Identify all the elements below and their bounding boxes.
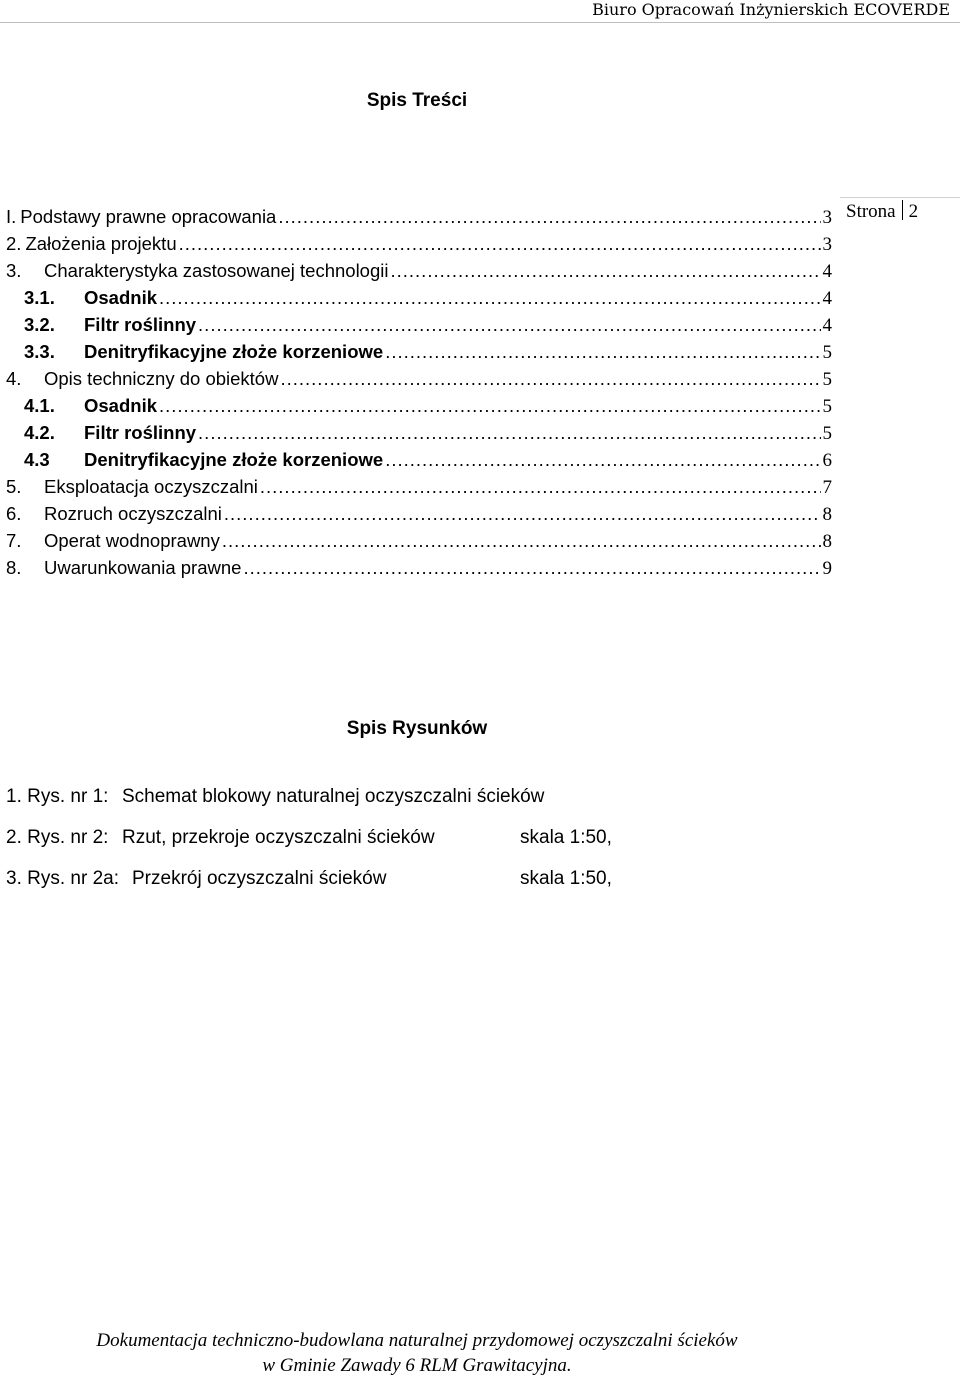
toc-entry[interactable] [6, 557, 832, 584]
toc-entry-title: Osadnik [84, 287, 157, 308]
toc-entry-page: 9 [822, 558, 832, 579]
toc-entry-title: Opis techniczny do obiektów [44, 368, 279, 389]
toc-entry-page: 8 [822, 531, 832, 552]
toc-entry[interactable] [6, 368, 832, 395]
header-title: Biuro Opracowań Inżynierskich ECOVERDE [592, 0, 950, 19]
toc-entry-title: Denitryfikacyjne złoże korzeniowe [84, 449, 384, 470]
footer-line-1: Dokumentacja techniczno-budowlana naturalnej przydomowej oczyszczalni ścieków [96, 1330, 738, 1351]
toc-entry-number: 3.1. [24, 287, 55, 308]
toc-heading: Spis Treści [366, 90, 468, 111]
toc-entry-page: 3 [822, 234, 832, 255]
page-number-rule [840, 197, 960, 198]
dot-leader [159, 287, 821, 309]
figure-label: 1. Rys. nr 1: [6, 786, 109, 807]
dot-leader [222, 530, 821, 552]
toc-entry-number: 7. [6, 530, 22, 551]
toc-entry-number: 3.2. [24, 314, 55, 335]
toc-entry[interactable] [6, 422, 832, 449]
toc-entry-title: Osadnik [84, 395, 157, 416]
toc-entry-title: Eksploatacja oczyszczalni [44, 476, 258, 497]
page-number-word: Strona [846, 201, 896, 222]
toc-entry-page: 4 [822, 261, 832, 282]
toc-entry[interactable] [6, 341, 832, 368]
toc-entry[interactable] [6, 206, 832, 233]
table-of-contents [6, 206, 832, 584]
toc-entry-page: 8 [822, 504, 832, 525]
page-number-value: 2 [908, 201, 919, 222]
toc-entry-page: 4 [822, 288, 832, 309]
toc-entry[interactable] [6, 449, 832, 476]
toc-entry-title: Rozruch oczyszczalni [44, 503, 222, 524]
toc-entry-number: 4.1. [24, 395, 55, 416]
toc-entry[interactable] [6, 260, 832, 287]
toc-entry-number: 4.2. [24, 422, 55, 443]
dot-leader [224, 503, 821, 525]
page-number [846, 200, 918, 223]
figures-heading: Spis Rysunków [346, 718, 488, 739]
figure-scale: skala 1:50, [520, 868, 612, 889]
toc-entry-page: 5 [822, 423, 832, 444]
page-number-separator [902, 200, 903, 220]
toc-entry-page: 5 [822, 396, 832, 417]
toc-entry-page: 3 [822, 207, 832, 228]
toc-entry-number: 4. [6, 368, 22, 389]
toc-entry[interactable] [6, 530, 832, 557]
toc-entry-number: 6. [6, 503, 22, 524]
dot-leader [280, 368, 820, 390]
toc-entry-number: I. [6, 206, 17, 227]
toc-entry-page: 4 [822, 315, 832, 336]
toc-entry[interactable] [6, 287, 832, 314]
toc-entry-title: Charakterystyka zastosowanej technologii [44, 260, 389, 281]
dot-leader [390, 260, 820, 282]
toc-entry-title: Denitryfikacyjne złoże korzeniowe [84, 341, 384, 362]
figure-title: Rzut, przekroje oczyszczalni ścieków [122, 827, 435, 848]
toc-entry-number: 8. [6, 557, 22, 578]
dot-leader [198, 422, 820, 444]
dot-leader [385, 449, 820, 471]
dot-leader [243, 557, 820, 579]
page-header [0, 0, 960, 23]
toc-entry-page: 5 [822, 342, 832, 363]
toc-entry-title: Filtr roślinny [84, 314, 197, 335]
dot-leader [260, 476, 821, 498]
dot-leader [179, 233, 821, 255]
toc-entry-title: Podstawy prawne opracowania [20, 206, 277, 227]
toc-entry-title: Filtr roślinny [84, 422, 197, 443]
toc-entry[interactable] [6, 503, 832, 530]
toc-entry-page: 6 [822, 450, 832, 471]
toc-entry[interactable] [6, 476, 832, 503]
footer-line-2: w Gminie Zawady 6 RLM Grawitacyjna. [262, 1355, 572, 1376]
toc-entry-page: 5 [822, 369, 832, 390]
toc-entry[interactable] [6, 314, 832, 341]
toc-entry-title: Założenia projektu [25, 233, 177, 254]
toc-entry-page: 7 [822, 477, 832, 498]
toc-entry-title: Operat wodnoprawny [44, 530, 220, 551]
figure-title: Schemat blokowy naturalnej oczyszczalni ścieków [122, 786, 545, 807]
dot-leader [198, 314, 820, 336]
dot-leader [159, 395, 821, 417]
toc-entry[interactable] [6, 395, 832, 422]
toc-entry-number: 2. [6, 233, 22, 254]
toc-entry-number: 3. [6, 260, 22, 281]
figure-title: Przekrój oczyszczalni ścieków [132, 868, 387, 889]
toc-entry-number: 5. [6, 476, 22, 497]
figure-label: 2. Rys. nr 2: [6, 827, 109, 848]
figure-label: 3. Rys. nr 2a: [6, 868, 119, 889]
toc-entry-title: Uwarunkowania prawne [44, 557, 242, 578]
dot-leader [278, 206, 820, 228]
figure-scale: skala 1:50, [520, 827, 612, 848]
toc-entry-number: 3.3. [24, 341, 55, 362]
toc-entry[interactable] [6, 233, 832, 260]
toc-entry-number: 4.3 [24, 449, 50, 470]
dot-leader [385, 341, 820, 363]
